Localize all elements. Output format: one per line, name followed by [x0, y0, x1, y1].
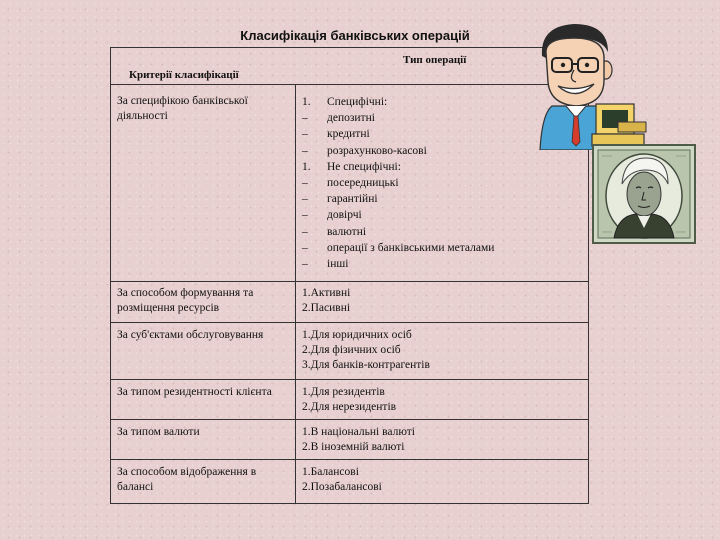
header-type-of-operation: Тип операції	[403, 54, 467, 66]
type-cell	[302, 385, 582, 415]
item-marker: –	[302, 193, 308, 206]
row-divider	[111, 281, 588, 282]
list-item	[302, 175, 587, 191]
item-marker: –	[302, 112, 308, 125]
list-item	[302, 159, 587, 175]
list-item	[302, 240, 587, 256]
criterion-cell: За способом відображення в балансі	[117, 466, 257, 493]
list-item	[302, 224, 587, 240]
criterion-cell: За суб'єктами обслуговування	[117, 329, 264, 341]
criterion-cell: За типом резидентності клієнта	[117, 386, 272, 398]
item-marker: 1.	[302, 160, 311, 173]
row-divider	[111, 419, 588, 420]
row-divider	[111, 322, 588, 323]
type-line: 1.Для юридичних осіб	[302, 329, 412, 341]
type-line: 2.В іноземній валюті	[302, 441, 405, 453]
item-text: розрахунково-касові	[327, 144, 427, 157]
item-marker: –	[302, 225, 308, 238]
type-line: 1.В національні валюті	[302, 426, 415, 438]
list-item	[302, 191, 587, 207]
item-text: Специфічні:	[327, 96, 388, 108]
criterion-cell: За типом валюти	[117, 426, 200, 438]
cartoon-clerk-image	[522, 18, 650, 150]
list-item	[302, 256, 587, 272]
type-line: 2.Пасивні	[302, 302, 351, 314]
item-marker: –	[302, 144, 308, 157]
banknote-portrait-image	[592, 144, 696, 244]
type-cell	[302, 328, 582, 373]
type-line: 2.Позабалансові	[302, 481, 382, 493]
item-text: Не специфічні:	[327, 160, 401, 173]
item-text: посередницькі	[327, 176, 399, 189]
item-text: депозитні	[327, 112, 375, 125]
item-marker: 1.	[302, 96, 311, 108]
type-line: 1.Для резидентів	[302, 386, 385, 398]
type-cell	[302, 465, 582, 495]
classification-table	[110, 47, 589, 504]
row-divider	[111, 459, 588, 460]
item-text: довірчі	[327, 209, 362, 222]
item-text: операції з банківськими металами	[327, 241, 495, 254]
header-criteria: Критерії класифікації	[129, 69, 239, 81]
type-line: 3.Для банків-контрагентів	[302, 359, 430, 371]
type-line: 2.Для фізичних осіб	[302, 344, 401, 356]
item-text: кредитні	[327, 128, 370, 141]
item-marker: –	[302, 257, 308, 270]
item-marker: –	[302, 241, 308, 254]
criterion-cell: За способом формування та розміщення ресурсів	[117, 287, 254, 314]
item-text: валютні	[327, 225, 367, 238]
item-text: гарантійні	[327, 193, 378, 206]
column-divider	[295, 84, 296, 503]
item-marker: –	[302, 209, 308, 222]
page-title: Класифікація банківських операцій	[240, 28, 470, 43]
item-marker: –	[302, 176, 308, 189]
item-marker: –	[302, 128, 308, 141]
type-line: 2.Для нерезидентів	[302, 401, 397, 413]
criterion-cell: За специфікою банківської діяльності	[117, 95, 248, 122]
type-cell	[302, 425, 582, 455]
row-divider	[111, 84, 588, 85]
item-text: інші	[327, 257, 349, 270]
list-item	[302, 207, 587, 223]
type-cell	[302, 286, 582, 316]
type-line: 1.Активні	[302, 287, 351, 299]
type-line: 1.Балансові	[302, 466, 359, 478]
row-divider	[111, 379, 588, 380]
